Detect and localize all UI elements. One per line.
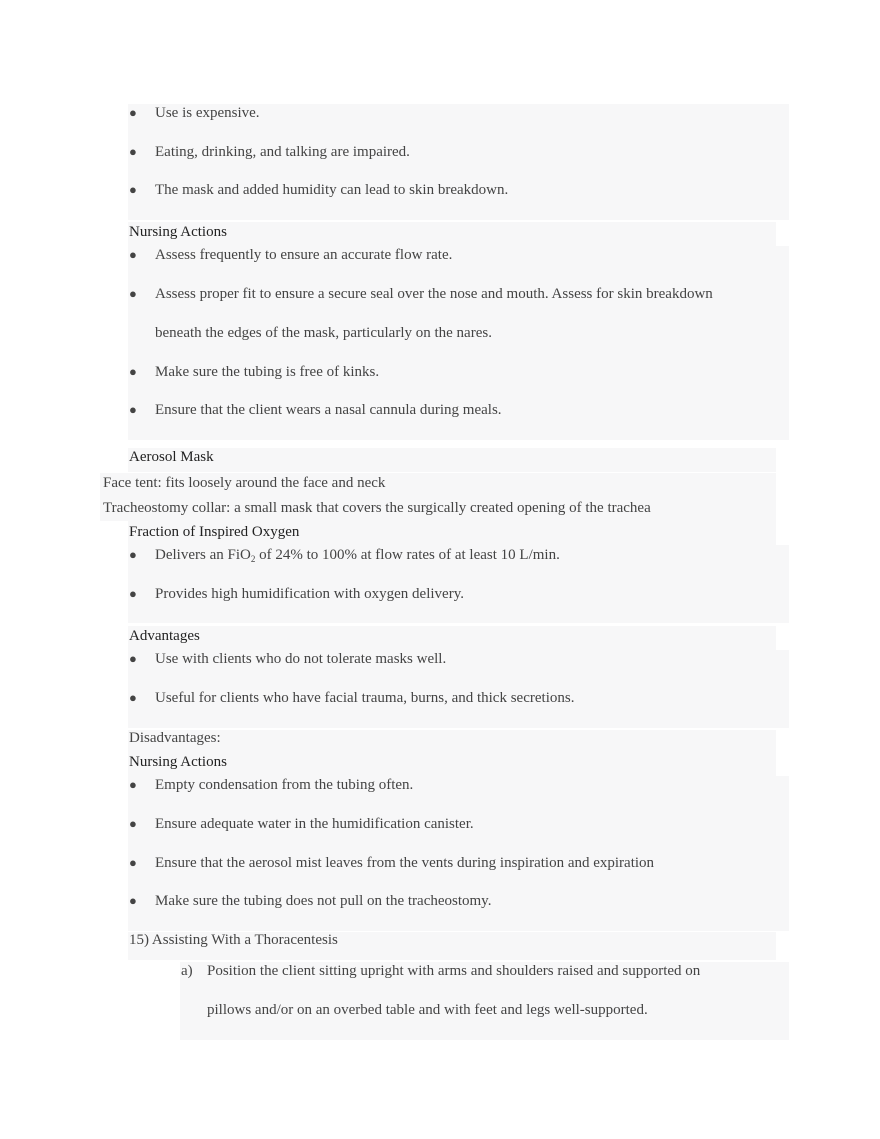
list-item: Assess frequently to ensure an accurate flow rate. [155, 247, 453, 263]
bullet-icon: ● [129, 286, 137, 301]
bullet-icon: ● [129, 690, 137, 705]
section-heading-nursing-actions-2: Nursing Actions [129, 754, 227, 770]
tracheostomy-collar-text: Tracheostomy collar: a small mask that covers the surgically created opening of the trachea [103, 500, 651, 516]
fio2-subscript: 2 [250, 554, 256, 564]
section-heading-nursing-actions: Nursing Actions [129, 224, 227, 240]
bullet-icon: ● [129, 144, 137, 159]
list-item [155, 545, 560, 565]
bullet-icon: ● [129, 247, 137, 262]
list-item: Empty condensation from the tubing often. [155, 777, 414, 793]
section-heading-fio2: Fraction of Inspired Oxygen [129, 524, 300, 540]
fio2-text-post: of 24% to 100% at flow rates of at least 10 L/min. [255, 547, 560, 563]
list-item: Make sure the tubing does not pull on the tracheostomy. [155, 893, 492, 909]
list-item: Ensure that the aerosol mist leaves from the vents during inspiration and expiration [155, 855, 655, 871]
bullet-icon: ● [129, 364, 137, 379]
list-item: Ensure that the client wears a nasal cannula during meals. [155, 402, 502, 418]
bullet-icon: ● [129, 651, 137, 666]
list-item: Make sure the tubing is free of kinks. [155, 364, 380, 380]
shade-block-4 [128, 448, 776, 472]
bullet-icon: ● [129, 777, 137, 792]
fio2-text-pre: Delivers an FiO [155, 547, 251, 563]
bullet-icon: ● [129, 816, 137, 831]
list-item-continuation: beneath the edges of the mask, particularly on the nares. [155, 325, 492, 341]
section-heading-advantages: Advantages [129, 628, 200, 644]
bullet-icon: ● [129, 182, 137, 197]
bullet-icon: ● [129, 586, 137, 601]
list-item: Eating, drinking, and talking are impaired. [155, 144, 410, 160]
disadvantages-label: Disadvantages: [129, 730, 221, 746]
list-item: Assess proper fit to ensure a secure seal over the nose and mouth. Assess for skin breakdown [155, 286, 713, 302]
bullet-icon: ● [129, 547, 137, 562]
shade-block-8 [128, 626, 776, 650]
list-item-continuation: pillows and/or on an overbed table and with feet and legs well-supported. [207, 1002, 648, 1018]
section-heading-aerosol-mask: Aerosol Mask [129, 449, 214, 465]
list-item: Position the client sitting upright with arms and shoulders raised and supported on [207, 963, 701, 979]
section-heading-thoracentesis: 15) Assisting With a Thoracentesis [129, 932, 338, 948]
face-tent-text: Face tent: fits loosely around the face and neck [103, 475, 386, 491]
list-item: Use is expensive. [155, 105, 260, 121]
list-item: Provides high humidification with oxygen delivery. [155, 586, 464, 602]
list-item: The mask and added humidity can lead to skin breakdown. [155, 182, 509, 198]
bullet-icon: ● [129, 402, 137, 417]
bullet-icon: ● [129, 893, 137, 908]
bullet-icon: ● [129, 105, 137, 120]
list-item: Useful for clients who have facial trauma, burns, and thick secretions. [155, 690, 575, 706]
list-item: Ensure adequate water in the humidification canister. [155, 816, 474, 832]
list-item: Use with clients who do not tolerate masks well. [155, 651, 447, 667]
bullet-icon: ● [129, 855, 137, 870]
list-marker-a: a) [181, 963, 193, 979]
